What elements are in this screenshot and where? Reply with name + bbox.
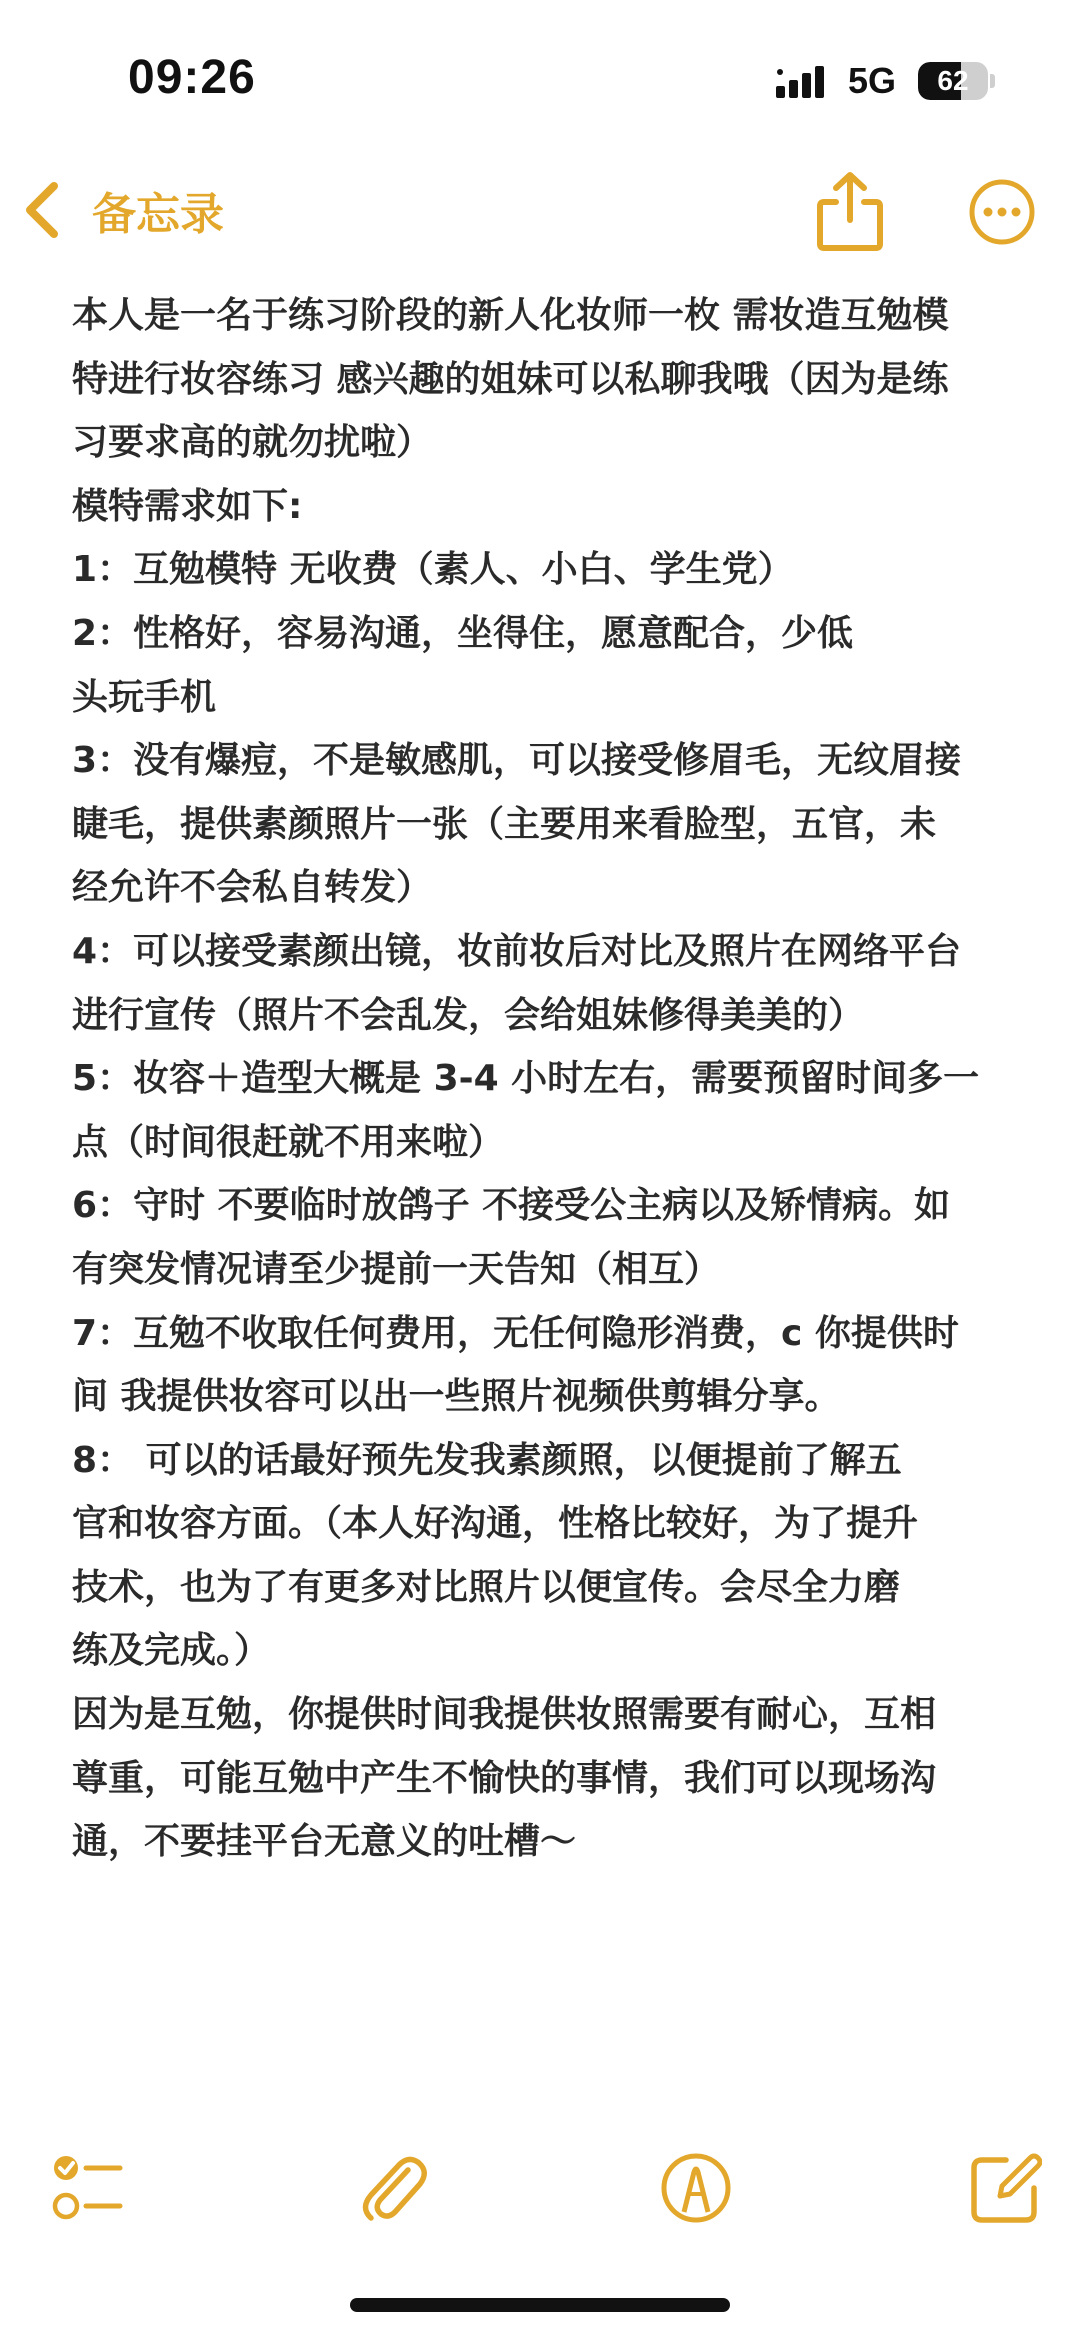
markup-icon[interactable] <box>658 2150 734 2226</box>
note-line: 尊重，可能互勉中产生不愉快的事情，我们可以现场沟 <box>72 1757 937 1799</box>
note-line: 7：互勉不收取任何费用，无任何隐形消费，c 你提供时 <box>72 1312 959 1354</box>
note-line: 本人是一名于练习阶段的新人化妆师一枚 需妆造互勉模 <box>72 295 949 336</box>
battery-icon <box>918 62 988 100</box>
back-label: 备忘录 <box>92 189 224 240</box>
home-indicator <box>350 2298 730 2312</box>
note-line: 间 我提供妆容可以出一些照片视频供剪辑分享。 <box>72 1376 841 1418</box>
checklist-icon[interactable] <box>50 2150 126 2226</box>
note-line: 1：互勉模特 无收费（素人、小白、学生党） <box>72 549 794 591</box>
more-icon[interactable] <box>968 178 1036 246</box>
battery-cap <box>990 74 995 88</box>
chevron-left-icon <box>20 180 64 240</box>
note-line: 5：妆容＋造型大概是 3-4 小时左右，需要预留时间多一 <box>72 1058 980 1100</box>
compose-icon[interactable] <box>966 2150 1042 2226</box>
note-line: 6：守时 不要临时放鸽子 不接受公主病以及矫情病。如 <box>72 1185 951 1227</box>
note-line: 点（时间很赶就不用来啦） <box>72 1121 505 1163</box>
note-line: 通，不要挂平台无意义的吐槽～ <box>72 1821 577 1863</box>
note-line: 有突发情况请至少提前一天告知（相互） <box>72 1248 721 1290</box>
note-line: 进行宣传（照片不会乱发，会给姐妹修得美美的） <box>72 994 865 1036</box>
note-line: 因为是互勉，你提供时间我提供妆照需要有耐心，互相 <box>72 1694 937 1736</box>
note-line: 习要求高的就勿扰啦） <box>72 422 433 464</box>
bottom-toolbar <box>0 2140 1080 2240</box>
note-line: 3：没有爆痘，不是敏感肌，可以接受修眉毛，无纹眉接 <box>72 740 962 782</box>
note-line: 特进行妆容练习 感兴趣的姐妹可以私聊我哦（因为是练 <box>72 358 949 400</box>
back-button[interactable] <box>20 170 224 250</box>
note-line: 经允许不会私自转发） <box>72 867 433 909</box>
navigation-bar <box>0 150 1080 270</box>
attachment-icon[interactable] <box>356 2150 432 2226</box>
battery-percent: 62 <box>937 65 969 96</box>
note-body[interactable] <box>72 284 1032 1874</box>
note-line: 练及完成。） <box>72 1630 271 1672</box>
share-icon[interactable] <box>812 170 888 254</box>
note-line: 官和妆容方面。（本人好沟通，性格比较好，为了提升 <box>72 1503 919 1545</box>
note-line: 模特需求如下: <box>72 485 303 527</box>
note-line: 2：性格好，容易沟通，坐得住，愿意配合，少低 <box>72 612 854 654</box>
note-line: 头玩手机 <box>72 676 217 718</box>
note-line: 8： 可以的话最好预先发我素颜照，以便提前了解五 <box>72 1439 902 1481</box>
note-line: 睫毛，提供素颜照片一张（主要用来看脸型，五官，未 <box>72 803 937 845</box>
note-line: 技术，也为了有更多对比照片以便宣传。会尽全力磨 <box>72 1566 901 1608</box>
status-time: 09:26 <box>128 51 256 104</box>
network-type-label: 5G <box>848 60 897 101</box>
status-bar <box>0 0 1080 150</box>
note-line: 4：可以接受素颜出镜，妆前妆后对比及照片在网络平台 <box>72 930 962 972</box>
signal-bars-icon <box>776 66 832 100</box>
